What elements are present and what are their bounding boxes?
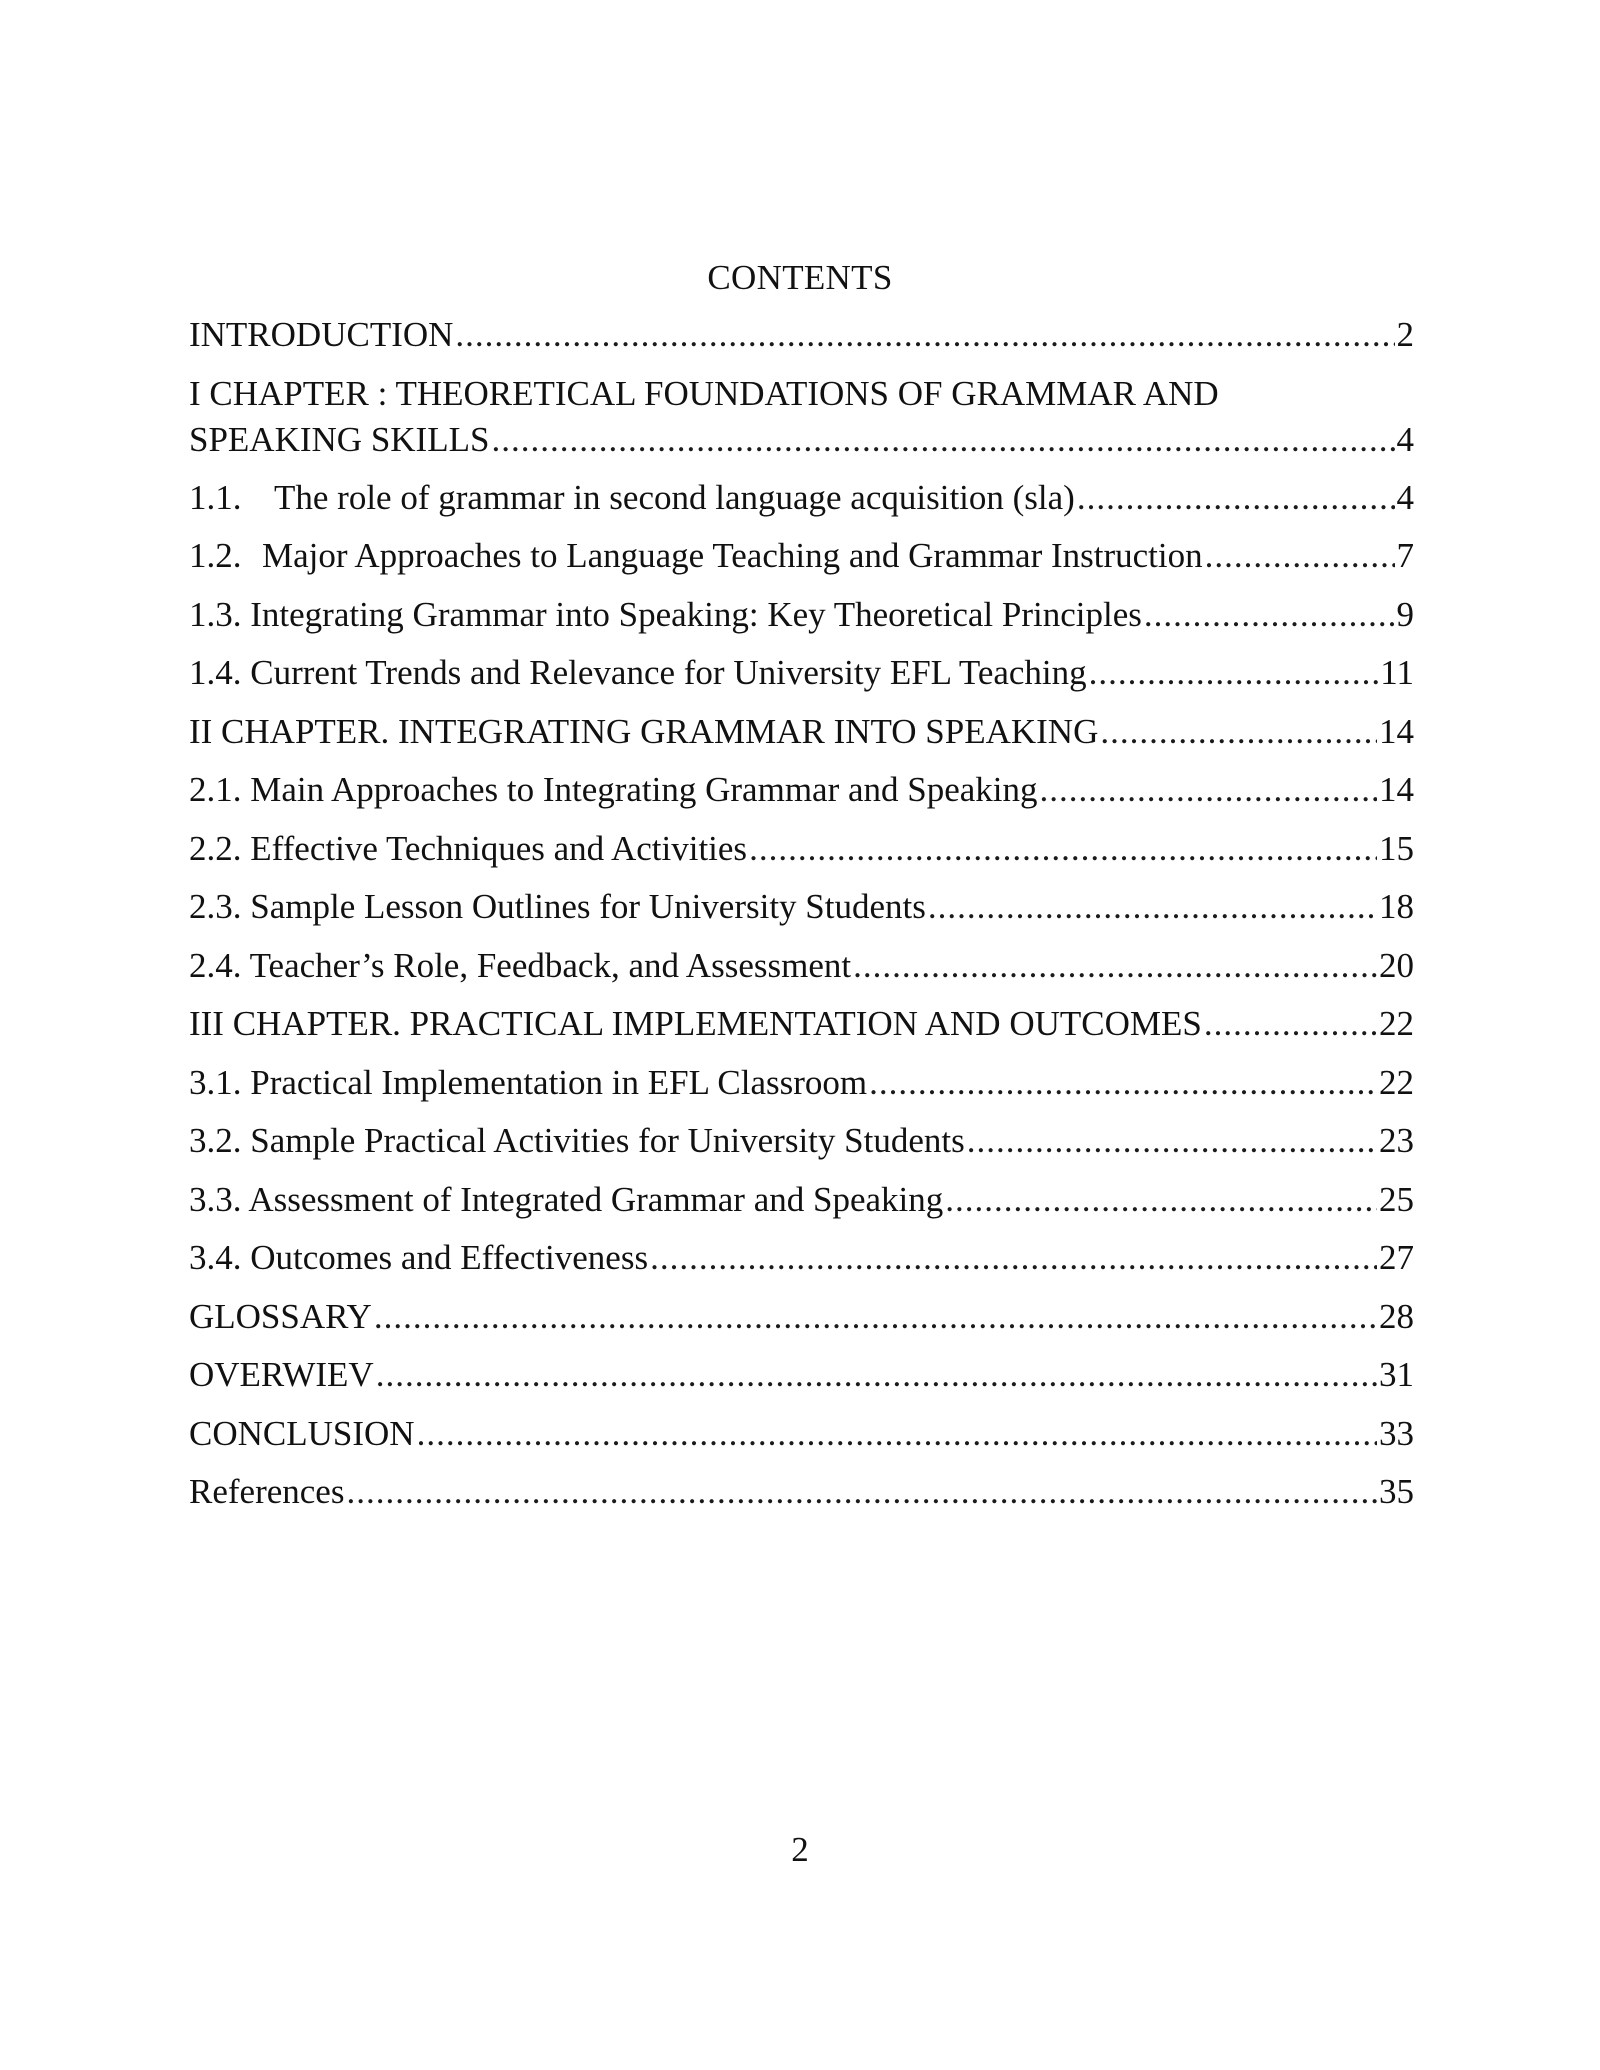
contents-title: CONTENTS <box>707 258 893 297</box>
toc-entry-title: 2.1. Main Approaches to Integrating Grammar and Speaking <box>189 770 1038 809</box>
toc-page-number: 22 <box>1379 1004 1414 1043</box>
toc-page-number: 22 <box>1379 1062 1414 1102</box>
dot-leader <box>1040 768 1377 812</box>
dot-leader <box>455 313 1394 357</box>
toc-entry-glossary[interactable] <box>189 1295 1414 1354</box>
dot-leader <box>1089 651 1379 695</box>
toc-entry-1-4[interactable] <box>189 651 1414 710</box>
toc-page-number: 2 <box>1396 315 1414 354</box>
dot-leader <box>869 1061 1377 1105</box>
toc-entry-title: 3.2. Sample Practical Activities for University Students <box>189 1121 965 1160</box>
toc-entry-title-line2: SPEAKING SKILLS <box>189 419 490 459</box>
toc-page-number: 23 <box>1379 1121 1414 1160</box>
toc-page-number: 18 <box>1379 887 1414 926</box>
toc-entry-3-2[interactable] <box>189 1119 1414 1178</box>
toc-entry-title: 2.3. Sample Lesson Outlines for University Students <box>189 887 926 926</box>
toc-entry-title: OVERWIEV <box>189 1355 374 1394</box>
toc-page-number: 31 <box>1379 1355 1414 1394</box>
dot-leader <box>945 1178 1377 1222</box>
toc-entry-title: 2.2. Effective Techniques and Activities <box>189 828 748 868</box>
toc-entry-title: CONCLUSION <box>189 1413 415 1453</box>
toc-page-number: 11 <box>1380 653 1414 692</box>
toc-entry-conclusion[interactable] <box>189 1412 1414 1471</box>
toc-page-number: 20 <box>1379 945 1414 985</box>
toc-entry-title: 1.4. Current Trends and Relevance for University EFL Teaching <box>189 653 1087 692</box>
toc-entry-1-3[interactable] <box>189 593 1414 652</box>
toc-entry-2-2[interactable] <box>189 827 1414 886</box>
toc-entry-chapter-2[interactable] <box>189 710 1414 769</box>
dot-leader <box>1100 710 1377 754</box>
toc-entry-title: References <box>189 1472 345 1511</box>
toc-page-number: 14 <box>1379 770 1414 809</box>
dot-leader <box>376 1353 1377 1397</box>
toc-page-number: 15 <box>1379 828 1414 868</box>
table-of-contents <box>189 313 1414 1529</box>
toc-entry-title: 1.3. Integrating Grammar into Speaking: Key Theoretical Principles <box>189 594 1142 634</box>
toc-entry-title: II CHAPTER. INTEGRATING GRAMMAR INTO SPEAKING <box>189 711 1099 751</box>
toc-page-number: 27 <box>1379 1238 1414 1277</box>
toc-entry-title: GLOSSARY <box>189 1296 372 1336</box>
toc-entry-3-3[interactable] <box>189 1178 1414 1237</box>
toc-entry-title-line1: I CHAPTER : THEORETICAL FOUNDATIONS OF GRAMMAR AND <box>189 373 1219 413</box>
toc-page-number: 7 <box>1396 536 1414 575</box>
toc-page-number: 33 <box>1379 1413 1414 1453</box>
toc-page-number: 9 <box>1396 594 1414 634</box>
toc-entry-title: Major Approaches to Language Teaching and Grammar Instruction <box>262 536 1203 575</box>
toc-page-number: 25 <box>1379 1179 1414 1219</box>
dot-leader <box>967 1119 1377 1163</box>
dot-leader <box>1204 1002 1377 1046</box>
toc-entry-overview[interactable] <box>189 1353 1414 1412</box>
toc-page-number: 4 <box>1396 477 1414 517</box>
toc-entry-title: INTRODUCTION <box>189 315 454 354</box>
toc-entry-3-4[interactable] <box>189 1236 1414 1295</box>
toc-entry-title: 3.4. Outcomes and Effectiveness <box>189 1238 649 1277</box>
toc-entry-2-3[interactable] <box>189 885 1414 944</box>
toc-page-number: 35 <box>1379 1472 1414 1511</box>
toc-entry-title: III CHAPTER. PRACTICAL IMPLEMENTATION AND OUTCOMES <box>189 1004 1202 1043</box>
dot-leader <box>1144 593 1395 637</box>
toc-entry-3-1[interactable] <box>189 1061 1414 1120</box>
toc-entry-number: 1.2. <box>189 536 242 575</box>
dot-leader <box>1077 476 1395 520</box>
toc-entry-title: 3.1. Practical Implementation in EFL Classroom <box>189 1062 868 1102</box>
dot-leader <box>374 1295 1377 1339</box>
toc-entry-title-wrap <box>189 534 1203 578</box>
dot-leader <box>749 827 1377 871</box>
toc-entry-chapter-1[interactable] <box>189 372 1414 476</box>
toc-entry-2-4[interactable] <box>189 944 1414 1003</box>
toc-entry-references[interactable] <box>189 1470 1414 1529</box>
toc-entry-introduction[interactable] <box>189 313 1414 372</box>
toc-page-number: 4 <box>1396 419 1414 459</box>
dot-leader <box>346 1470 1377 1514</box>
toc-entry-1-2[interactable] <box>189 534 1414 593</box>
toc-entry-line2 <box>189 418 1414 462</box>
dot-leader <box>928 885 1377 929</box>
dot-leader <box>1205 534 1395 578</box>
toc-entry-2-1[interactable] <box>189 768 1414 827</box>
dot-leader <box>491 418 1394 462</box>
toc-page-number: 28 <box>1379 1296 1414 1336</box>
dot-leader <box>853 944 1377 988</box>
toc-entry-chapter-3[interactable] <box>189 1002 1414 1061</box>
page-number: 2 <box>791 1830 809 1869</box>
toc-entry-title-wrap <box>189 476 1075 520</box>
toc-entry-number: 1.1. <box>189 477 242 517</box>
dot-leader <box>650 1236 1377 1280</box>
toc-entry-title: 3.3. Assessment of Integrated Grammar and Speaking <box>189 1179 944 1219</box>
toc-entry-title: 2.4. Teacher’s Role, Feedback, and Assessment <box>189 945 852 985</box>
toc-entry-1-1[interactable] <box>189 476 1414 535</box>
toc-entry-title: The role of grammar in second language acquisition (sla) <box>274 477 1075 517</box>
toc-page-number: 14 <box>1379 711 1414 751</box>
dot-leader <box>417 1412 1377 1456</box>
